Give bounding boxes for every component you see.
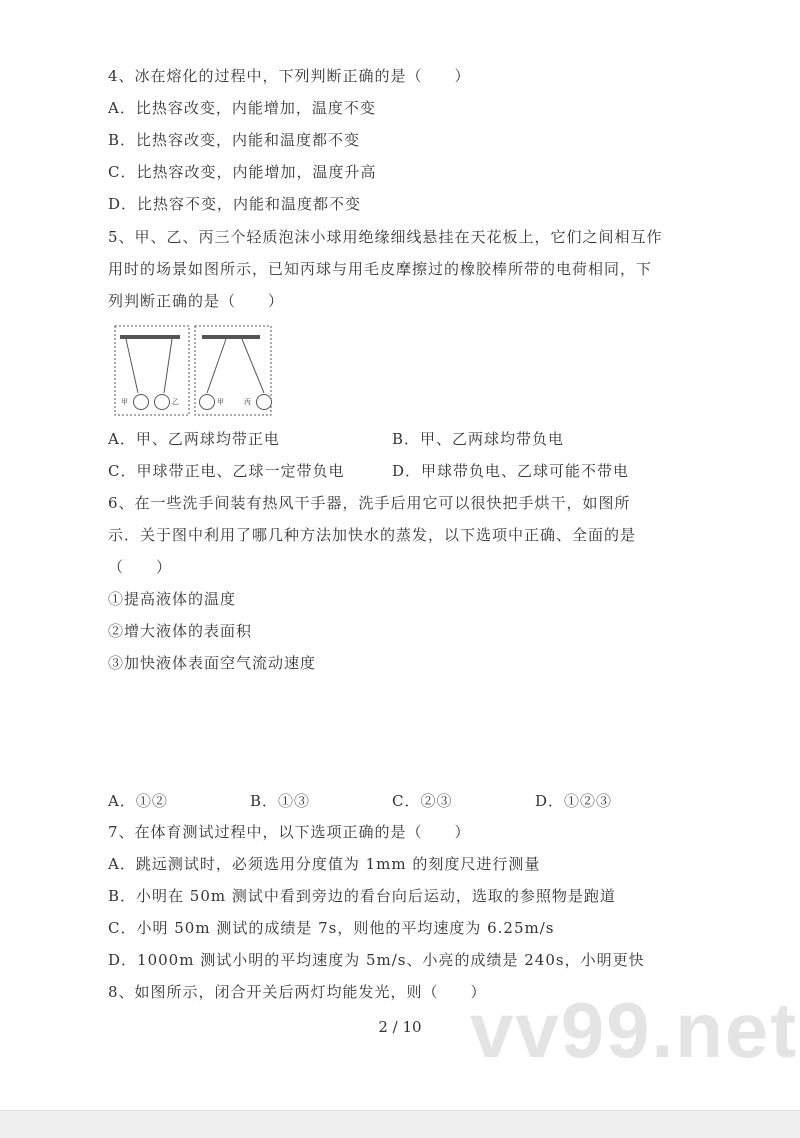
pendulum-figure [114,325,274,417]
q5-stem-line1: 5、甲、乙、丙三个轻质泡沫小球用绝缘细线悬挂在天花板上，它们之间相互作 [108,228,663,246]
q6-item-1: ①提高液体的温度 [108,590,237,608]
q6-option-d: D．①②③ [535,792,613,810]
label-jia-1: 甲 [121,398,128,406]
q6-option-b: B．①③ [250,792,311,810]
q6-option-a: A．①② [108,792,168,810]
q4-stem: 4、冰在熔化的过程中，下列判断正确的是（ ） [108,67,471,85]
label-jia-2: 甲 [217,398,224,406]
q6-option-c: C．②③ [392,792,453,810]
label-bing: 丙 [244,398,251,406]
q8-stem: 8、如图所示，闭合开关后两灯均能发光，则（ ） [108,983,487,1001]
q4-option-b: B．比热容改变，内能和温度都不变 [108,131,361,149]
q7-option-d: D．1000m 测试小明的平均速度为 5m/s、小亮的成绩是 240s，小明更快 [108,951,645,969]
q7-stem: 7、在体育测试过程中，以下选项正确的是（ ） [108,823,471,841]
q5-option-d: D．甲球带负电、乙球可能不带电 [392,462,630,480]
q4-option-a: A．比热容改变，内能增加，温度不变 [108,99,376,117]
q6-stem-line2: 示．关于图中利用了哪几种方法加快水的蒸发，以下选项中正确、全面的是 [108,526,637,544]
q6-item-3: ③加快液体表面空气流动速度 [108,654,317,672]
q5-stem-line2: 用时的场景如图所示，已知丙球与用毛皮摩擦过的橡胶棒所带的电荷相同，下 [108,260,653,278]
q7-option-b: B．小明在 50m 测试中看到旁边的看台向后运动，选取的参照物是跑道 [108,887,616,905]
q7-option-a: A．跳远测试时，必须选用分度值为 1mm 的刻度尺进行测量 [108,855,541,873]
q6-item-2: ②增大液体的表面积 [108,622,253,640]
q5-option-c: C．甲球带正电、乙球一定带负电 [108,462,345,480]
label-yi: 乙 [172,398,179,406]
page-number: 2 / 10 [378,1018,422,1036]
viewer-bottom-bar [0,1110,800,1138]
q6-stem-line1: 6、在一些洗手间装有热风干手器，洗手后用它可以很快把手烘干，如图所 [108,494,631,512]
watermark: vv99.net [470,986,799,1074]
q4-option-c: C．比热容改变，内能增加，温度升高 [108,163,377,181]
q5-stem-line3: 列判断正确的是（ ） [108,292,285,310]
q4-option-d: D．比热容不变，内能和温度都不变 [108,195,362,213]
q6-stem-line3: （ ） [108,558,173,576]
q5-option-a: A．甲、乙两球均带正电 [108,430,280,448]
q7-option-c: C．小明 50m 测试的成绩是 7s，则他的平均速度为 6.25m/s [108,919,555,937]
q5-option-b: B．甲、乙两球均带负电 [392,430,565,448]
